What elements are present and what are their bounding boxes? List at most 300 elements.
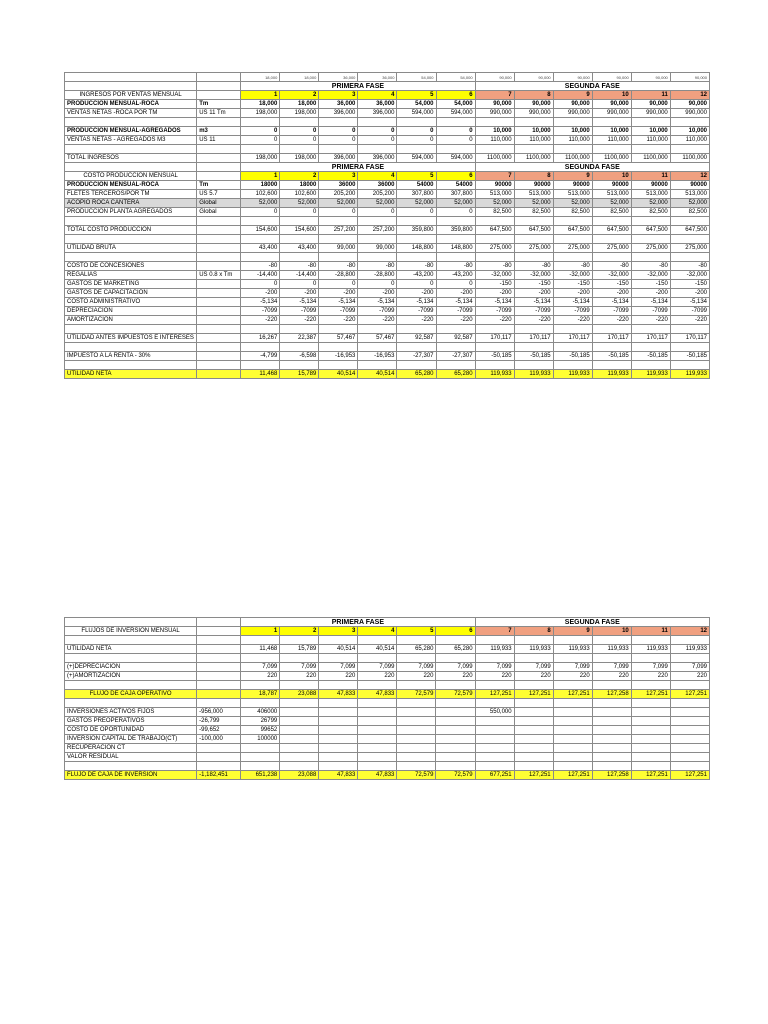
empty-cell bbox=[241, 654, 280, 663]
value-cell: 396,000 bbox=[319, 154, 358, 163]
value-cell: 0 bbox=[436, 280, 475, 289]
value-cell: 154,600 bbox=[241, 226, 280, 235]
value-cell: -200 bbox=[475, 289, 514, 298]
empty-cell bbox=[65, 253, 197, 262]
empty-cell bbox=[670, 699, 709, 708]
value-cell: -80 bbox=[592, 262, 631, 271]
row-label: UTILIDAD NETA bbox=[65, 645, 197, 654]
table-row bbox=[65, 127, 710, 136]
value-cell: 220 bbox=[436, 672, 475, 681]
row-unit bbox=[197, 744, 241, 753]
value-cell: 82,500 bbox=[553, 208, 592, 217]
value-cell: -50,185 bbox=[631, 352, 670, 361]
value-cell: -220 bbox=[358, 316, 397, 325]
row-label: VENTAS NETAS - AGREGADOS M3 bbox=[65, 136, 197, 145]
value-cell bbox=[631, 753, 670, 762]
value-cell: 90,000 bbox=[592, 100, 631, 109]
row-label: VENTAS NETAS -ROCA POR TM bbox=[65, 109, 197, 118]
phase-spacer bbox=[197, 163, 241, 172]
empty-cell bbox=[592, 636, 631, 645]
row-unit: -1,182,451 bbox=[197, 771, 241, 780]
empty-cell bbox=[319, 145, 358, 154]
value-cell: 72,579 bbox=[397, 690, 436, 699]
empty-cell bbox=[397, 145, 436, 154]
table-row bbox=[65, 753, 710, 762]
empty-cell bbox=[436, 361, 475, 370]
value-cell: 54000 bbox=[397, 181, 436, 190]
value-cell: 47,833 bbox=[358, 690, 397, 699]
empty-cell bbox=[631, 118, 670, 127]
empty-cell bbox=[553, 681, 592, 690]
value-cell: 0 bbox=[280, 127, 319, 136]
value-cell: 36,000 bbox=[319, 100, 358, 109]
value-cell: 43,400 bbox=[280, 244, 319, 253]
empty-cell bbox=[436, 343, 475, 352]
value-cell: 550,000 bbox=[475, 708, 514, 717]
value-cell: 90000 bbox=[592, 181, 631, 190]
value-cell: 1100,000 bbox=[475, 154, 514, 163]
value-cell: 0 bbox=[280, 280, 319, 289]
value-cell: 0 bbox=[319, 208, 358, 217]
row-label: (+)DEPRECIACION bbox=[65, 663, 197, 672]
empty-cell bbox=[319, 253, 358, 262]
value-cell: 396,000 bbox=[319, 109, 358, 118]
value-cell bbox=[319, 708, 358, 717]
empty-cell bbox=[358, 654, 397, 663]
value-cell: 52,000 bbox=[319, 199, 358, 208]
cropped-value: 54,000 bbox=[397, 73, 436, 82]
value-cell: 52,000 bbox=[514, 199, 553, 208]
row-label: INVERSIONES ACTIVOS FIJOS bbox=[65, 708, 197, 717]
investment-flow-table bbox=[64, 617, 710, 780]
cropped-value: 90,000 bbox=[670, 73, 709, 82]
empty-cell bbox=[592, 145, 631, 154]
value-cell bbox=[436, 753, 475, 762]
table-row bbox=[65, 100, 710, 109]
empty-cell bbox=[65, 325, 197, 334]
value-cell: 7,099 bbox=[475, 663, 514, 672]
empty-cell bbox=[631, 681, 670, 690]
empty-cell bbox=[358, 343, 397, 352]
empty-cell bbox=[397, 699, 436, 708]
value-cell: -7099 bbox=[241, 307, 280, 316]
table-row bbox=[65, 744, 710, 753]
value-cell: 72,579 bbox=[436, 771, 475, 780]
value-cell: 10,000 bbox=[592, 127, 631, 136]
value-cell: -220 bbox=[631, 316, 670, 325]
value-cell: 257,200 bbox=[358, 226, 397, 235]
empty-cell bbox=[475, 235, 514, 244]
empty-cell bbox=[241, 762, 280, 771]
spacer-row bbox=[65, 681, 710, 690]
value-cell bbox=[241, 744, 280, 753]
empty-cell bbox=[475, 654, 514, 663]
value-cell: 36000 bbox=[358, 181, 397, 190]
table-row bbox=[65, 645, 710, 654]
row-unit bbox=[197, 280, 241, 289]
month-number: 9 bbox=[553, 172, 592, 181]
value-cell: 54,000 bbox=[397, 100, 436, 109]
table-row bbox=[65, 307, 710, 316]
value-cell: 170,117 bbox=[553, 334, 592, 343]
month-number: 2 bbox=[280, 91, 319, 100]
value-cell bbox=[553, 744, 592, 753]
row-label: FLUJO DE CAJA OPERATIVO bbox=[65, 690, 197, 699]
value-cell: 7,099 bbox=[670, 663, 709, 672]
value-cell: 52,000 bbox=[631, 199, 670, 208]
empty-cell bbox=[197, 325, 241, 334]
value-cell: 10,000 bbox=[475, 127, 514, 136]
value-cell bbox=[280, 753, 319, 762]
value-cell: 36000 bbox=[319, 181, 358, 190]
table-row bbox=[65, 663, 710, 672]
month-number: 1 bbox=[241, 172, 280, 181]
value-cell: 90,000 bbox=[553, 100, 592, 109]
empty-cell bbox=[319, 762, 358, 771]
empty-cell bbox=[319, 118, 358, 127]
value-cell: 205,200 bbox=[358, 190, 397, 199]
row-unit bbox=[197, 244, 241, 253]
value-cell: 52,000 bbox=[358, 199, 397, 208]
empty-cell bbox=[280, 636, 319, 645]
value-cell: 119,933 bbox=[553, 370, 592, 379]
value-cell: 16,267 bbox=[241, 334, 280, 343]
value-cell: 990,000 bbox=[514, 109, 553, 118]
value-cell: 1100,000 bbox=[553, 154, 592, 163]
empty-cell bbox=[197, 361, 241, 370]
table-row bbox=[65, 298, 710, 307]
value-cell: -14,400 bbox=[280, 271, 319, 280]
cropped-value: 90,000 bbox=[553, 73, 592, 82]
empty-cell bbox=[553, 145, 592, 154]
row-unit: US 0.8 x Tm bbox=[197, 271, 241, 280]
empty-cell bbox=[553, 235, 592, 244]
empty-cell bbox=[514, 118, 553, 127]
value-cell: 18,787 bbox=[241, 690, 280, 699]
value-cell: -80 bbox=[280, 262, 319, 271]
value-cell: -80 bbox=[358, 262, 397, 271]
value-cell: 110,000 bbox=[553, 136, 592, 145]
value-cell: 52,000 bbox=[553, 199, 592, 208]
month-number: 9 bbox=[553, 627, 592, 636]
empty-cell bbox=[65, 343, 197, 352]
empty-cell bbox=[553, 217, 592, 226]
value-cell: 119,933 bbox=[553, 645, 592, 654]
value-cell: -200 bbox=[319, 289, 358, 298]
table-row bbox=[65, 226, 710, 235]
empty-cell bbox=[197, 73, 241, 82]
month-number: 5 bbox=[397, 91, 436, 100]
row-label: COSTO DE CONCESIONES bbox=[65, 262, 197, 271]
value-cell: 65,280 bbox=[397, 645, 436, 654]
row-unit: Global bbox=[197, 208, 241, 217]
value-cell: 0 bbox=[397, 127, 436, 136]
value-cell bbox=[358, 735, 397, 744]
row-label: TOTAL INGRESOS bbox=[65, 154, 197, 163]
value-cell: 275,000 bbox=[514, 244, 553, 253]
empty-cell bbox=[241, 636, 280, 645]
value-cell: -50,185 bbox=[553, 352, 592, 361]
row-unit: Tm bbox=[197, 181, 241, 190]
empty-cell bbox=[241, 217, 280, 226]
empty-cell bbox=[436, 118, 475, 127]
empty-cell bbox=[553, 762, 592, 771]
value-cell: 594,000 bbox=[436, 154, 475, 163]
value-cell: -7099 bbox=[592, 307, 631, 316]
value-cell: 90000 bbox=[514, 181, 553, 190]
value-cell bbox=[280, 726, 319, 735]
empty-cell bbox=[514, 699, 553, 708]
value-cell: 154,600 bbox=[280, 226, 319, 235]
value-cell: 52,000 bbox=[670, 199, 709, 208]
spacer-row bbox=[65, 654, 710, 663]
row-unit: -99,652 bbox=[197, 726, 241, 735]
value-cell: 10,000 bbox=[514, 127, 553, 136]
row-label: GASTOS DE CAPACITACION bbox=[65, 289, 197, 298]
empty-cell bbox=[197, 253, 241, 262]
month-number: 3 bbox=[319, 91, 358, 100]
value-cell: 22,387 bbox=[280, 334, 319, 343]
empty-cell bbox=[197, 699, 241, 708]
value-cell: -7099 bbox=[514, 307, 553, 316]
value-cell: 82,500 bbox=[514, 208, 553, 217]
empty-cell bbox=[670, 762, 709, 771]
value-cell: -220 bbox=[241, 316, 280, 325]
value-cell: 72,579 bbox=[436, 690, 475, 699]
value-cell: 11,468 bbox=[241, 645, 280, 654]
value-cell bbox=[319, 717, 358, 726]
empty-cell bbox=[197, 681, 241, 690]
value-cell: 127,251 bbox=[553, 771, 592, 780]
value-cell: 57,467 bbox=[358, 334, 397, 343]
value-cell: 52,000 bbox=[436, 199, 475, 208]
empty-cell bbox=[631, 361, 670, 370]
value-cell: 100000 bbox=[241, 735, 280, 744]
value-cell: 220 bbox=[514, 672, 553, 681]
value-cell: -80 bbox=[670, 262, 709, 271]
month-number: 1 bbox=[241, 627, 280, 636]
cropped-value: 90,000 bbox=[514, 73, 553, 82]
empty-cell bbox=[358, 145, 397, 154]
row-label: GASTOS PREOPERATIVOS bbox=[65, 717, 197, 726]
value-cell: 1100,000 bbox=[631, 154, 670, 163]
value-cell: 198,000 bbox=[280, 154, 319, 163]
value-cell: -150 bbox=[670, 280, 709, 289]
value-cell: -200 bbox=[670, 289, 709, 298]
empty-cell bbox=[280, 253, 319, 262]
value-cell: 92,587 bbox=[397, 334, 436, 343]
cropped-value: 18,000 bbox=[241, 73, 280, 82]
empty-cell bbox=[436, 762, 475, 771]
value-cell: 18,000 bbox=[280, 100, 319, 109]
month-number: 3 bbox=[319, 627, 358, 636]
row-label: PRODUCCION MENSUAL-ROCA bbox=[65, 181, 197, 190]
table-row bbox=[65, 370, 710, 379]
value-cell: -32,000 bbox=[553, 271, 592, 280]
row-label: UTILIDAD NETA bbox=[65, 370, 197, 379]
table-row bbox=[65, 208, 710, 217]
row-unit: -100,000 bbox=[197, 735, 241, 744]
value-cell: 52,000 bbox=[475, 199, 514, 208]
value-cell: 220 bbox=[319, 672, 358, 681]
value-cell: -200 bbox=[631, 289, 670, 298]
value-cell: 0 bbox=[397, 136, 436, 145]
value-cell: -200 bbox=[280, 289, 319, 298]
value-cell bbox=[514, 717, 553, 726]
value-cell: 647,500 bbox=[670, 226, 709, 235]
value-cell: 90,000 bbox=[631, 100, 670, 109]
row-unit: -956,000 bbox=[197, 708, 241, 717]
empty-cell bbox=[475, 253, 514, 262]
value-cell bbox=[670, 753, 709, 762]
spacer-row bbox=[65, 343, 710, 352]
value-cell: -5,134 bbox=[631, 298, 670, 307]
value-cell: 647,500 bbox=[553, 226, 592, 235]
value-cell: 99,000 bbox=[319, 244, 358, 253]
empty-cell bbox=[631, 636, 670, 645]
empty-cell bbox=[475, 762, 514, 771]
month-number: 5 bbox=[397, 172, 436, 181]
phase-first-label: PRIMERA FASE bbox=[241, 618, 475, 627]
value-cell: 647,500 bbox=[475, 226, 514, 235]
empty-cell bbox=[475, 681, 514, 690]
value-cell: 90000 bbox=[475, 181, 514, 190]
value-cell: 0 bbox=[280, 208, 319, 217]
empty-cell bbox=[65, 73, 197, 82]
value-cell: 406000 bbox=[241, 708, 280, 717]
value-cell: 220 bbox=[475, 672, 514, 681]
value-cell: 0 bbox=[241, 136, 280, 145]
value-cell: 90,000 bbox=[475, 100, 514, 109]
value-cell: -200 bbox=[241, 289, 280, 298]
empty-cell bbox=[241, 253, 280, 262]
row-unit: -26,799 bbox=[197, 717, 241, 726]
empty-cell bbox=[436, 235, 475, 244]
value-cell bbox=[670, 708, 709, 717]
table-row bbox=[65, 262, 710, 271]
empty-cell bbox=[280, 118, 319, 127]
empty-cell bbox=[358, 217, 397, 226]
row-label: RECUPERACION CT bbox=[65, 744, 197, 753]
month-number: 7 bbox=[475, 627, 514, 636]
value-cell: -80 bbox=[319, 262, 358, 271]
value-cell: 40,514 bbox=[358, 645, 397, 654]
value-cell: 7,099 bbox=[553, 663, 592, 672]
empty-cell bbox=[65, 636, 197, 645]
empty-cell bbox=[514, 762, 553, 771]
empty-cell bbox=[592, 699, 631, 708]
empty-cell bbox=[397, 681, 436, 690]
value-cell bbox=[358, 744, 397, 753]
unit-header bbox=[197, 627, 241, 636]
section-title: FLUJOS DE INVERSION MENSUAL bbox=[65, 627, 197, 636]
value-cell: -7099 bbox=[397, 307, 436, 316]
empty-cell bbox=[319, 217, 358, 226]
value-cell bbox=[436, 708, 475, 717]
empty-cell bbox=[65, 235, 197, 244]
value-cell bbox=[592, 708, 631, 717]
cropped-value: 18,000 bbox=[280, 73, 319, 82]
value-cell bbox=[592, 735, 631, 744]
table-row bbox=[65, 109, 710, 118]
value-cell bbox=[241, 753, 280, 762]
value-cell: -80 bbox=[514, 262, 553, 271]
value-cell: -200 bbox=[358, 289, 397, 298]
phase-spacer bbox=[197, 82, 241, 91]
spacer-row bbox=[65, 145, 710, 154]
value-cell bbox=[631, 708, 670, 717]
value-cell bbox=[475, 744, 514, 753]
month-header-row bbox=[65, 91, 710, 100]
value-cell bbox=[592, 753, 631, 762]
value-cell: 52,000 bbox=[280, 199, 319, 208]
empty-cell bbox=[319, 325, 358, 334]
month-number: 2 bbox=[280, 627, 319, 636]
value-cell bbox=[475, 735, 514, 744]
month-number: 12 bbox=[670, 627, 709, 636]
empty-cell bbox=[241, 325, 280, 334]
value-cell: 18000 bbox=[280, 181, 319, 190]
value-cell bbox=[397, 708, 436, 717]
empty-cell bbox=[65, 699, 197, 708]
row-unit bbox=[197, 298, 241, 307]
empty-cell bbox=[514, 145, 553, 154]
row-label: (+)AMORTIZACION bbox=[65, 672, 197, 681]
value-cell: 307,800 bbox=[397, 190, 436, 199]
empty-cell bbox=[475, 217, 514, 226]
row-unit: US 11 bbox=[197, 136, 241, 145]
value-cell: -80 bbox=[397, 262, 436, 271]
empty-cell bbox=[319, 343, 358, 352]
value-cell: 359,800 bbox=[436, 226, 475, 235]
month-number: 5 bbox=[397, 627, 436, 636]
value-cell: 275,000 bbox=[475, 244, 514, 253]
empty-cell bbox=[670, 654, 709, 663]
empty-cell bbox=[553, 118, 592, 127]
cropped-value: 36,000 bbox=[319, 73, 358, 82]
value-cell: 647,500 bbox=[514, 226, 553, 235]
empty-cell bbox=[475, 699, 514, 708]
phase-header-row bbox=[65, 618, 710, 627]
empty-cell bbox=[197, 654, 241, 663]
cropped-value: 90,000 bbox=[631, 73, 670, 82]
value-cell: 148,800 bbox=[436, 244, 475, 253]
value-cell: 40,514 bbox=[319, 370, 358, 379]
value-cell: 0 bbox=[241, 127, 280, 136]
value-cell: -32,000 bbox=[475, 271, 514, 280]
empty-cell bbox=[670, 343, 709, 352]
value-cell: 513,000 bbox=[514, 190, 553, 199]
month-number: 12 bbox=[670, 91, 709, 100]
row-label: PRODUCCION MENSUAL-AGREGADOS bbox=[65, 127, 197, 136]
empty-cell bbox=[553, 636, 592, 645]
empty-cell bbox=[631, 762, 670, 771]
value-cell: 7,099 bbox=[514, 663, 553, 672]
value-cell: -28,800 bbox=[319, 271, 358, 280]
value-cell: 220 bbox=[241, 672, 280, 681]
cropped-value: 90,000 bbox=[592, 73, 631, 82]
value-cell: -5,134 bbox=[475, 298, 514, 307]
value-cell: 198,000 bbox=[280, 109, 319, 118]
value-cell: 15,789 bbox=[280, 370, 319, 379]
row-label: FLETES TERCEROS/POR TM bbox=[65, 190, 197, 199]
row-label: REGALIAS bbox=[65, 271, 197, 280]
phase-second-label: SEGUNDA FASE bbox=[475, 82, 709, 91]
empty-cell bbox=[241, 118, 280, 127]
value-cell: 7,099 bbox=[241, 663, 280, 672]
row-unit bbox=[197, 289, 241, 298]
empty-cell bbox=[592, 343, 631, 352]
